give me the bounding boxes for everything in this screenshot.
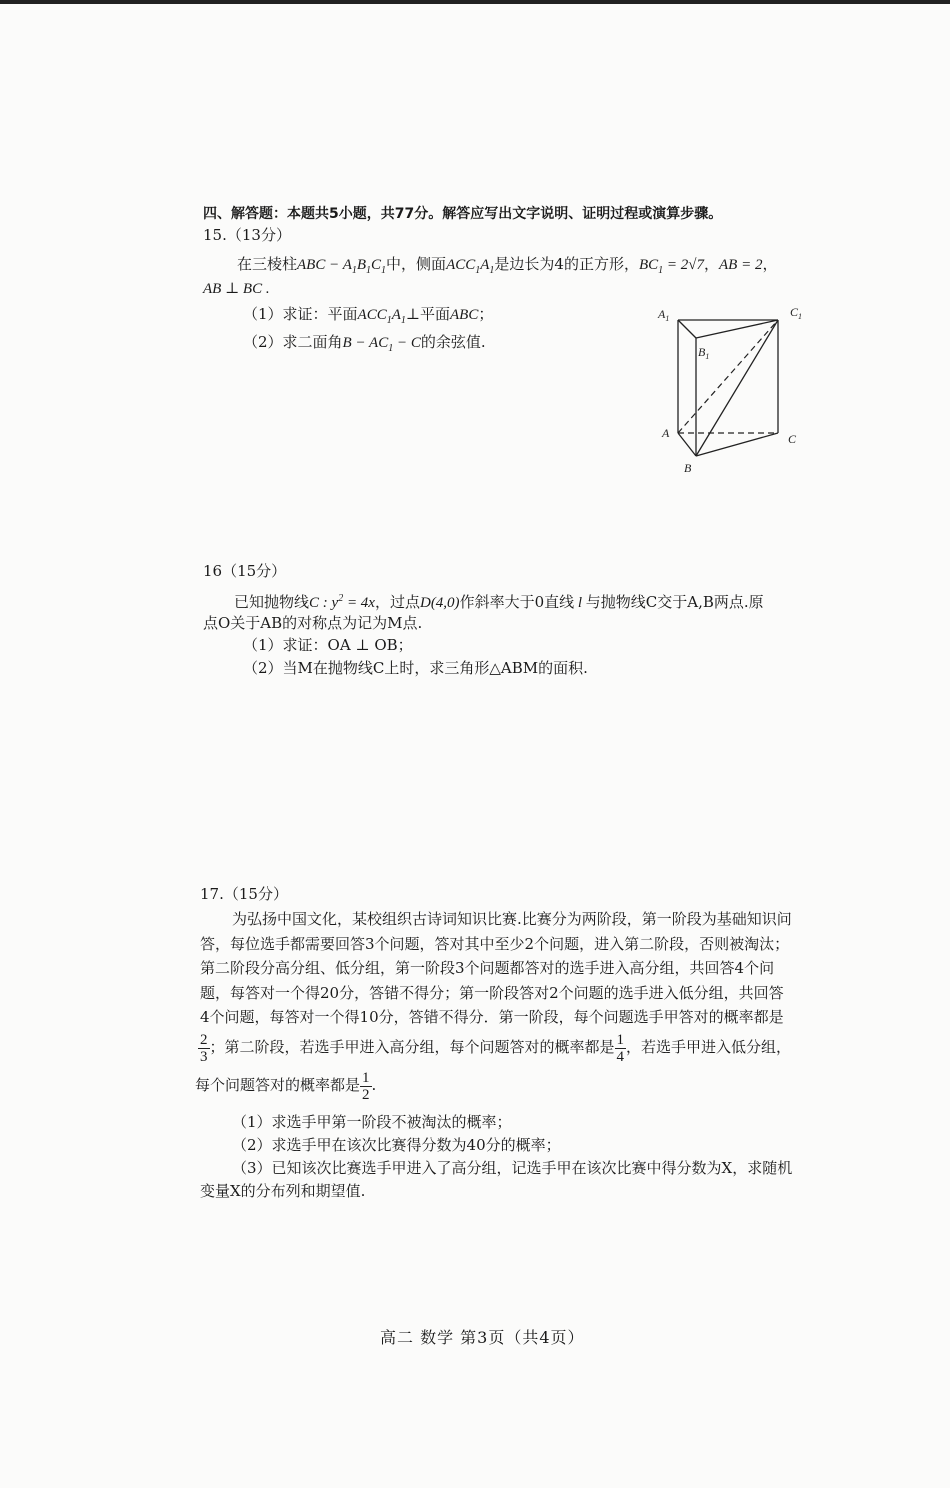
q15-line1: 在三棱柱ABC − $A_1B_1C_1$中，侧面$ACC_1A_1$是边长为4的正方形，$BC_1 = 2√7$，AB = 2， bbox=[237, 255, 778, 276]
label-B1: $B_1$ bbox=[698, 345, 710, 361]
q16-line2: 点O关于AB的对称点为记为M点. bbox=[203, 614, 423, 632]
page-footer: 高二 数学 第3页（共4页） bbox=[380, 1328, 585, 1347]
q17-p6: $\frac{2}{3}$ ；第二阶段，若选手甲进入高分组，每个问题答对的概率都是 $\frac{1}{4}$ ，若选手甲进入低分组， bbox=[200, 1031, 792, 1065]
q17-p7: 每个问题答对的概率都是 $\frac{1}{2}$ . bbox=[195, 1069, 377, 1103]
fraction-1-4: $\frac{1}{4}$ bbox=[616, 1031, 625, 1065]
q17-part3: （3）已知该次比赛选手甲进入了高分组，记选手甲在该次比赛中得分数为X，求随机 bbox=[232, 1159, 793, 1177]
label-C1: $C_1$ bbox=[790, 305, 803, 321]
q15-number: 15.（13分） bbox=[203, 226, 291, 244]
fraction-1-2: $\frac{1}{2}$ bbox=[362, 1069, 370, 1103]
q17-p1: 为弘扬中国文化，某校组织古诗词知识比赛.比赛分为两阶段，第一阶段为基础知识问 bbox=[232, 910, 792, 928]
q16-number: 16（15分） bbox=[203, 562, 287, 580]
fraction-2-3: $\frac{2}{3}$ bbox=[200, 1031, 208, 1065]
q15-part2: （2）求二面角$B - AC_1 - C$的余弦值. bbox=[243, 333, 486, 354]
label-A1: $A_1$ bbox=[658, 307, 670, 323]
q17-p4: 题，每答对一个得20分，答错不得分；第一阶段答对2个问题的选手进入低分组，共回答 bbox=[200, 984, 784, 1002]
q17-part1: （1）求选手甲第一阶段不被淘汰的概率； bbox=[232, 1113, 512, 1131]
q17-part3b: 变量X的分布列和期望值. bbox=[200, 1182, 366, 1200]
label-B: B bbox=[684, 461, 692, 475]
q16-line1: 已知抛物线C : $y^2 = 4x$，过点D(4,0)作斜率大于0直线 l 与抛物线C交于A,B两点.原 bbox=[234, 593, 764, 611]
q17-part2: （2）求选手甲在该次比赛得分数为40分的概率； bbox=[232, 1136, 561, 1154]
label-A: A bbox=[662, 426, 670, 440]
q17-p5: 4个问题，每答对一个得10分，答错不得分．第一阶段，每个问题选手甲答对的概率都是 bbox=[200, 1008, 784, 1026]
q17-number: 17.（15分） bbox=[200, 885, 288, 903]
q15-part1: （1）求证：平面$ACC_1A_1\perp$平面ABC； bbox=[243, 305, 494, 326]
section-header: 四、解答题：本题共5小题，共77分。解答应写出文字说明、证明过程或演算步骤。 bbox=[203, 206, 723, 222]
label-C: C bbox=[788, 432, 797, 446]
q15-line2: AB ⊥ BC . bbox=[203, 281, 270, 297]
prism-figure bbox=[650, 298, 820, 478]
top-edge bbox=[0, 0, 950, 4]
q16-part2: （2）当M在抛物线C上时，求三角形△ABM的面积. bbox=[243, 659, 588, 677]
q16-part1: （1）求证：OA ⊥ OB； bbox=[243, 636, 413, 654]
q17-p3: 第二阶段分高分组、低分组，第一阶段3个问题都答对的选手进入高分组，共回答4个问 bbox=[200, 959, 775, 977]
q17-p2: 答，每位选手都需要回答3个问题，答对其中至少2个问题，进入第二阶段，否则被淘汰； bbox=[200, 935, 790, 953]
